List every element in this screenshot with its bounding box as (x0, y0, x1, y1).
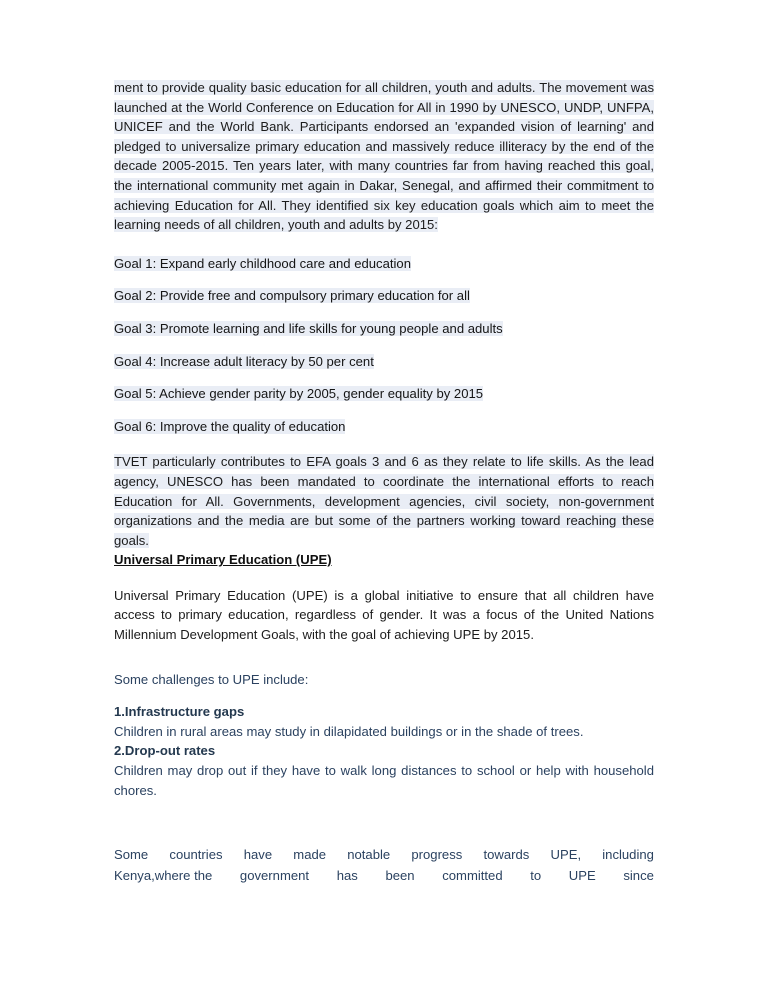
closing-word: have (243, 847, 273, 863)
closing-word: has (336, 868, 358, 884)
closing-word: UPE (568, 868, 596, 884)
spacer (114, 306, 654, 319)
paragraph-challenges-lead-in: Some challenges to UPE include: (114, 671, 309, 687)
closing-word: committed (442, 868, 503, 884)
goal-item-5 (114, 384, 654, 404)
challenge-title-1: 1.Infrastructure gaps (114, 704, 245, 720)
goal-item-5-label: Goal 5: Achieve gender parity by 2005, gender equality by 2015 (114, 386, 484, 402)
goal-item-3-label: Goal 3: Promote learning and life skills for young people and adults (114, 320, 503, 336)
closing-line-two-wrapper (114, 865, 654, 886)
spacer (114, 235, 654, 254)
closing-line-one (114, 844, 654, 865)
goal-item-3 (114, 319, 654, 339)
closing-word: UPE, (550, 847, 582, 863)
closing-word: made (293, 847, 327, 863)
goal-item-1-label: Goal 1: Expand early childhood care and education (114, 255, 411, 271)
challenge-body-1: Children in rural areas may study in dilapidated buildings or in the shade of trees. (114, 723, 584, 739)
closing-word: government (239, 868, 310, 884)
spacer (114, 339, 654, 352)
spacer (114, 800, 654, 819)
goal-item-4 (114, 352, 654, 372)
spacer (114, 819, 654, 838)
closing-word: including (602, 847, 654, 863)
closing-word: since (623, 868, 654, 884)
section-heading-upe: Universal Primary Education (UPE) (114, 552, 332, 568)
paragraph-tvet (114, 452, 654, 550)
closing-word: Some (114, 847, 149, 863)
spacer (114, 689, 654, 702)
spacer (114, 273, 654, 286)
paragraph-closing (114, 844, 654, 886)
goal-item-2 (114, 286, 654, 306)
spacer (114, 371, 654, 384)
document-body (114, 78, 654, 886)
goal-item-2-label: Goal 2: Provide free and compulsory primary education for all (114, 288, 470, 304)
closing-word: towards (483, 847, 530, 863)
paragraph-upe-definition: Universal Primary Education (UPE) is a global initiative to ensure that all children have access to primary education, regardless of gender. It was a focus of the United Nations Millennium Development Goals, with the goal of achieving UPE by 2015. (114, 587, 654, 643)
closing-word: countries (169, 847, 223, 863)
spacer (114, 645, 654, 664)
closing-word: progress (411, 847, 463, 863)
spacer (114, 436, 654, 452)
closing-word: been (385, 868, 415, 884)
goal-item-4-label: Goal 4: Increase adult literacy by 50 per cent (114, 353, 374, 369)
closing-word: notable (347, 847, 391, 863)
closing-line-two (114, 865, 654, 886)
challenge-body-2: Children may drop out if they have to walk long distances to school or help with household chores. (114, 763, 654, 798)
closing-line-one-wrapper (114, 844, 654, 865)
closing-word: to (530, 868, 542, 884)
paragraph-intro (114, 78, 654, 235)
goal-item-6-label: Goal 6: Improve the quality of education (114, 418, 346, 434)
goal-item-6 (114, 417, 654, 437)
spacer (114, 404, 654, 417)
paragraph-tvet-text: TVET particularly contributes to EFA goals 3 and 6 as they relate to life skills. As the lead agency, UNESCO has been mandated to coordinate the international efforts to reach Education for All. Governments, development agencies, civil society, non-government organizations and the media are but some of the partners working toward reaching these goals. (114, 454, 654, 548)
spacer (114, 570, 654, 586)
paragraph-intro-text: ment to provide quality basic education for all children, youth and adults. The movement was launched at the World Conference on Education for All in 1990 by UNESCO, UNDP, UNFPA, UNICEF and the World Bank. Participants endorsed an 'expanded vision of learning' and pledged to universalize primary education and massively reduce illiteracy by the end of the decade 2005-2015. Ten years later, with many countries far from having reached this goal, the international community met again in Dakar, Senegal, and affirmed their commitment to achieving Education for All. They identified six key education goals which aim to meet the learning needs of all children, youth and adults by 2015: (114, 80, 654, 233)
challenge-title-2: 2.Drop-out rates (114, 743, 216, 759)
closing-word: Kenya,where the (114, 868, 213, 884)
goal-item-1 (114, 254, 654, 274)
